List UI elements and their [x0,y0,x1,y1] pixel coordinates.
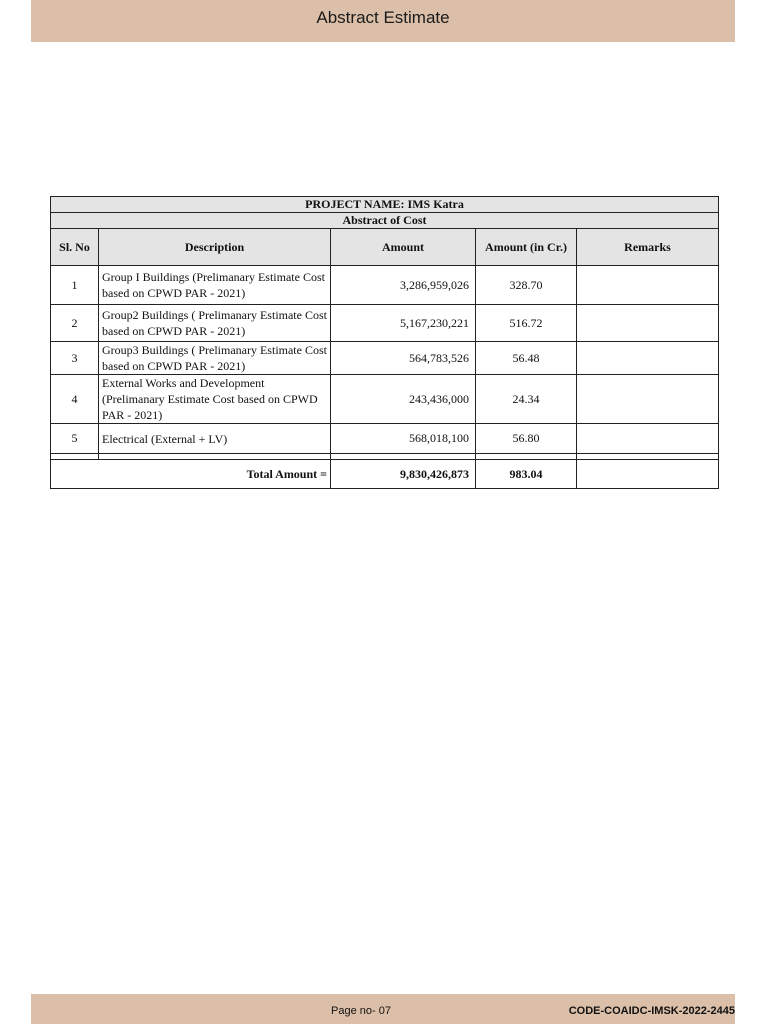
table-row [51,266,719,305]
row-description: Group2 Buildings ( Prelimanary Estimate Cost based on CPWD PAR - 2021) [99,305,331,342]
row-amount-cr: 24.34 [476,375,577,424]
row-sl-no: 5 [51,424,99,454]
project-name-row: PROJECT NAME: IMS Katra [51,197,719,213]
row-amount-cr: 56.48 [476,342,577,375]
row-sl-no: 1 [51,266,99,305]
col-header-sl-no: Sl. No [51,229,99,266]
row-amount: 564,783,526 [331,342,476,375]
col-header-remarks: Remarks [577,229,719,266]
row-amount-cr: 56.80 [476,424,577,454]
row-amount: 5,167,230,221 [331,305,476,342]
col-header-amount-cr: Amount (in Cr.) [476,229,577,266]
table-row [51,424,719,454]
col-header-amount: Amount [331,229,476,266]
col-header-description: Description [99,229,331,266]
total-amount: 9,830,426,873 [331,460,476,489]
abstract-subtitle-row: Abstract of Cost [51,213,719,229]
abstract-of-cost-table [50,196,719,489]
page-number: Page no- 07 [331,1005,391,1017]
page-title: Abstract Estimate [316,8,450,27]
total-label: Total Amount = [51,460,331,489]
page-header [31,0,735,42]
row-remarks [577,305,719,342]
row-description: Group I Buildings (Prelimanary Estimate Cost based on CPWD PAR - 2021) [99,266,331,305]
row-description: Group3 Buildings ( Prelimanary Estimate Cost based on CPWD PAR - 2021) [99,342,331,375]
column-header-row [51,229,719,266]
row-amount: 243,436,000 [331,375,476,424]
row-remarks [577,342,719,375]
table-row [51,375,719,424]
row-remarks [577,266,719,305]
document-code: CODE-COAIDC-IMSK-2022-2445 [568,1005,735,1017]
row-remarks [577,424,719,454]
table-row [51,342,719,375]
row-amount-cr: 516.72 [476,305,577,342]
row-amount-cr: 328.70 [476,266,577,305]
row-sl-no: 3 [51,342,99,375]
page-footer [31,994,735,1024]
total-remarks [577,460,719,489]
row-amount: 3,286,959,026 [331,266,476,305]
total-row [51,460,719,489]
row-description: Electrical (External + LV) [99,424,331,454]
row-sl-no: 2 [51,305,99,342]
total-amount-cr: 983.04 [476,460,577,489]
row-remarks [577,375,719,424]
row-description: External Works and Development (Prelimanary Estimate Cost based on CPWD PAR - 2021) [99,375,331,424]
row-sl-no: 4 [51,375,99,424]
row-amount: 568,018,100 [331,424,476,454]
table-row [51,305,719,342]
